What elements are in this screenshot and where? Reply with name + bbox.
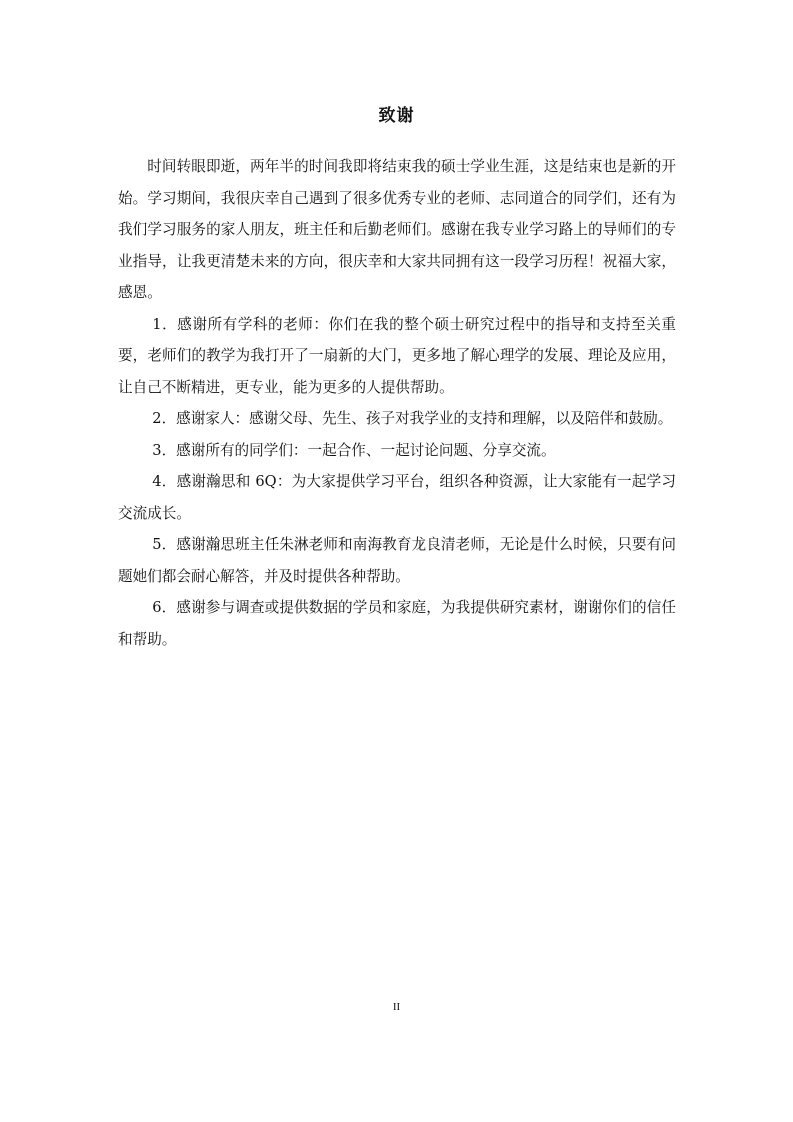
list-item: 6．感谢参与调查或提供数据的学员和家庭，为我提供研究素材，谢谢你们的信任和帮助。 — [118, 599, 676, 648]
list-item: 3．感谢所有的同学们：一起合作、一起讨论问题、分享交流。 — [152, 441, 556, 459]
page-title: 致谢 — [378, 106, 415, 126]
list-item: 1．感谢所有学科的老师：你们在我的整个硕士研究过程中的指导和支持至关重要，老师们的教学为我打开了一扇新的大门，更多地了解心理学的发展、理论及应用，让自己不断精进，更专业，能为更多的人提供帮助。 — [118, 315, 676, 396]
page-number: II — [392, 1001, 401, 1013]
acknowledgement-body — [118, 151, 676, 655]
list-item: 2．感谢家人：感谢父母、先生、孩子对我学业的支持和理解，以及陪伴和鼓励。 — [152, 410, 673, 427]
list-item: 5．感谢瀚思班主任朱淋老师和南海教育龙良清老师，无论是什么时候，只要有问题她们都会耐心解答，并及时提供各种帮助。 — [118, 536, 676, 585]
list-item: 4．感谢瀚思和 6Q：为大家提供学习平台，组织各种资源，让大家能有一起学习交流成长。 — [118, 473, 676, 522]
intro-paragraph: 时间转眼即逝，两年半的时间我即将结束我的硕士学业生涯，这是结束也是新的开始。学习期间，我很庆幸自己遇到了很多优秀专业的老师、志同道合的同学们，还有为我们学习服务的家人朋友，班主任和后勤老师们。感谢在我专业学习路上的导师们的专业指导，让我更清楚未来的方向，很庆幸和大家共同拥有这一段学习历程！祝福大家，感恩。 — [118, 158, 676, 301]
